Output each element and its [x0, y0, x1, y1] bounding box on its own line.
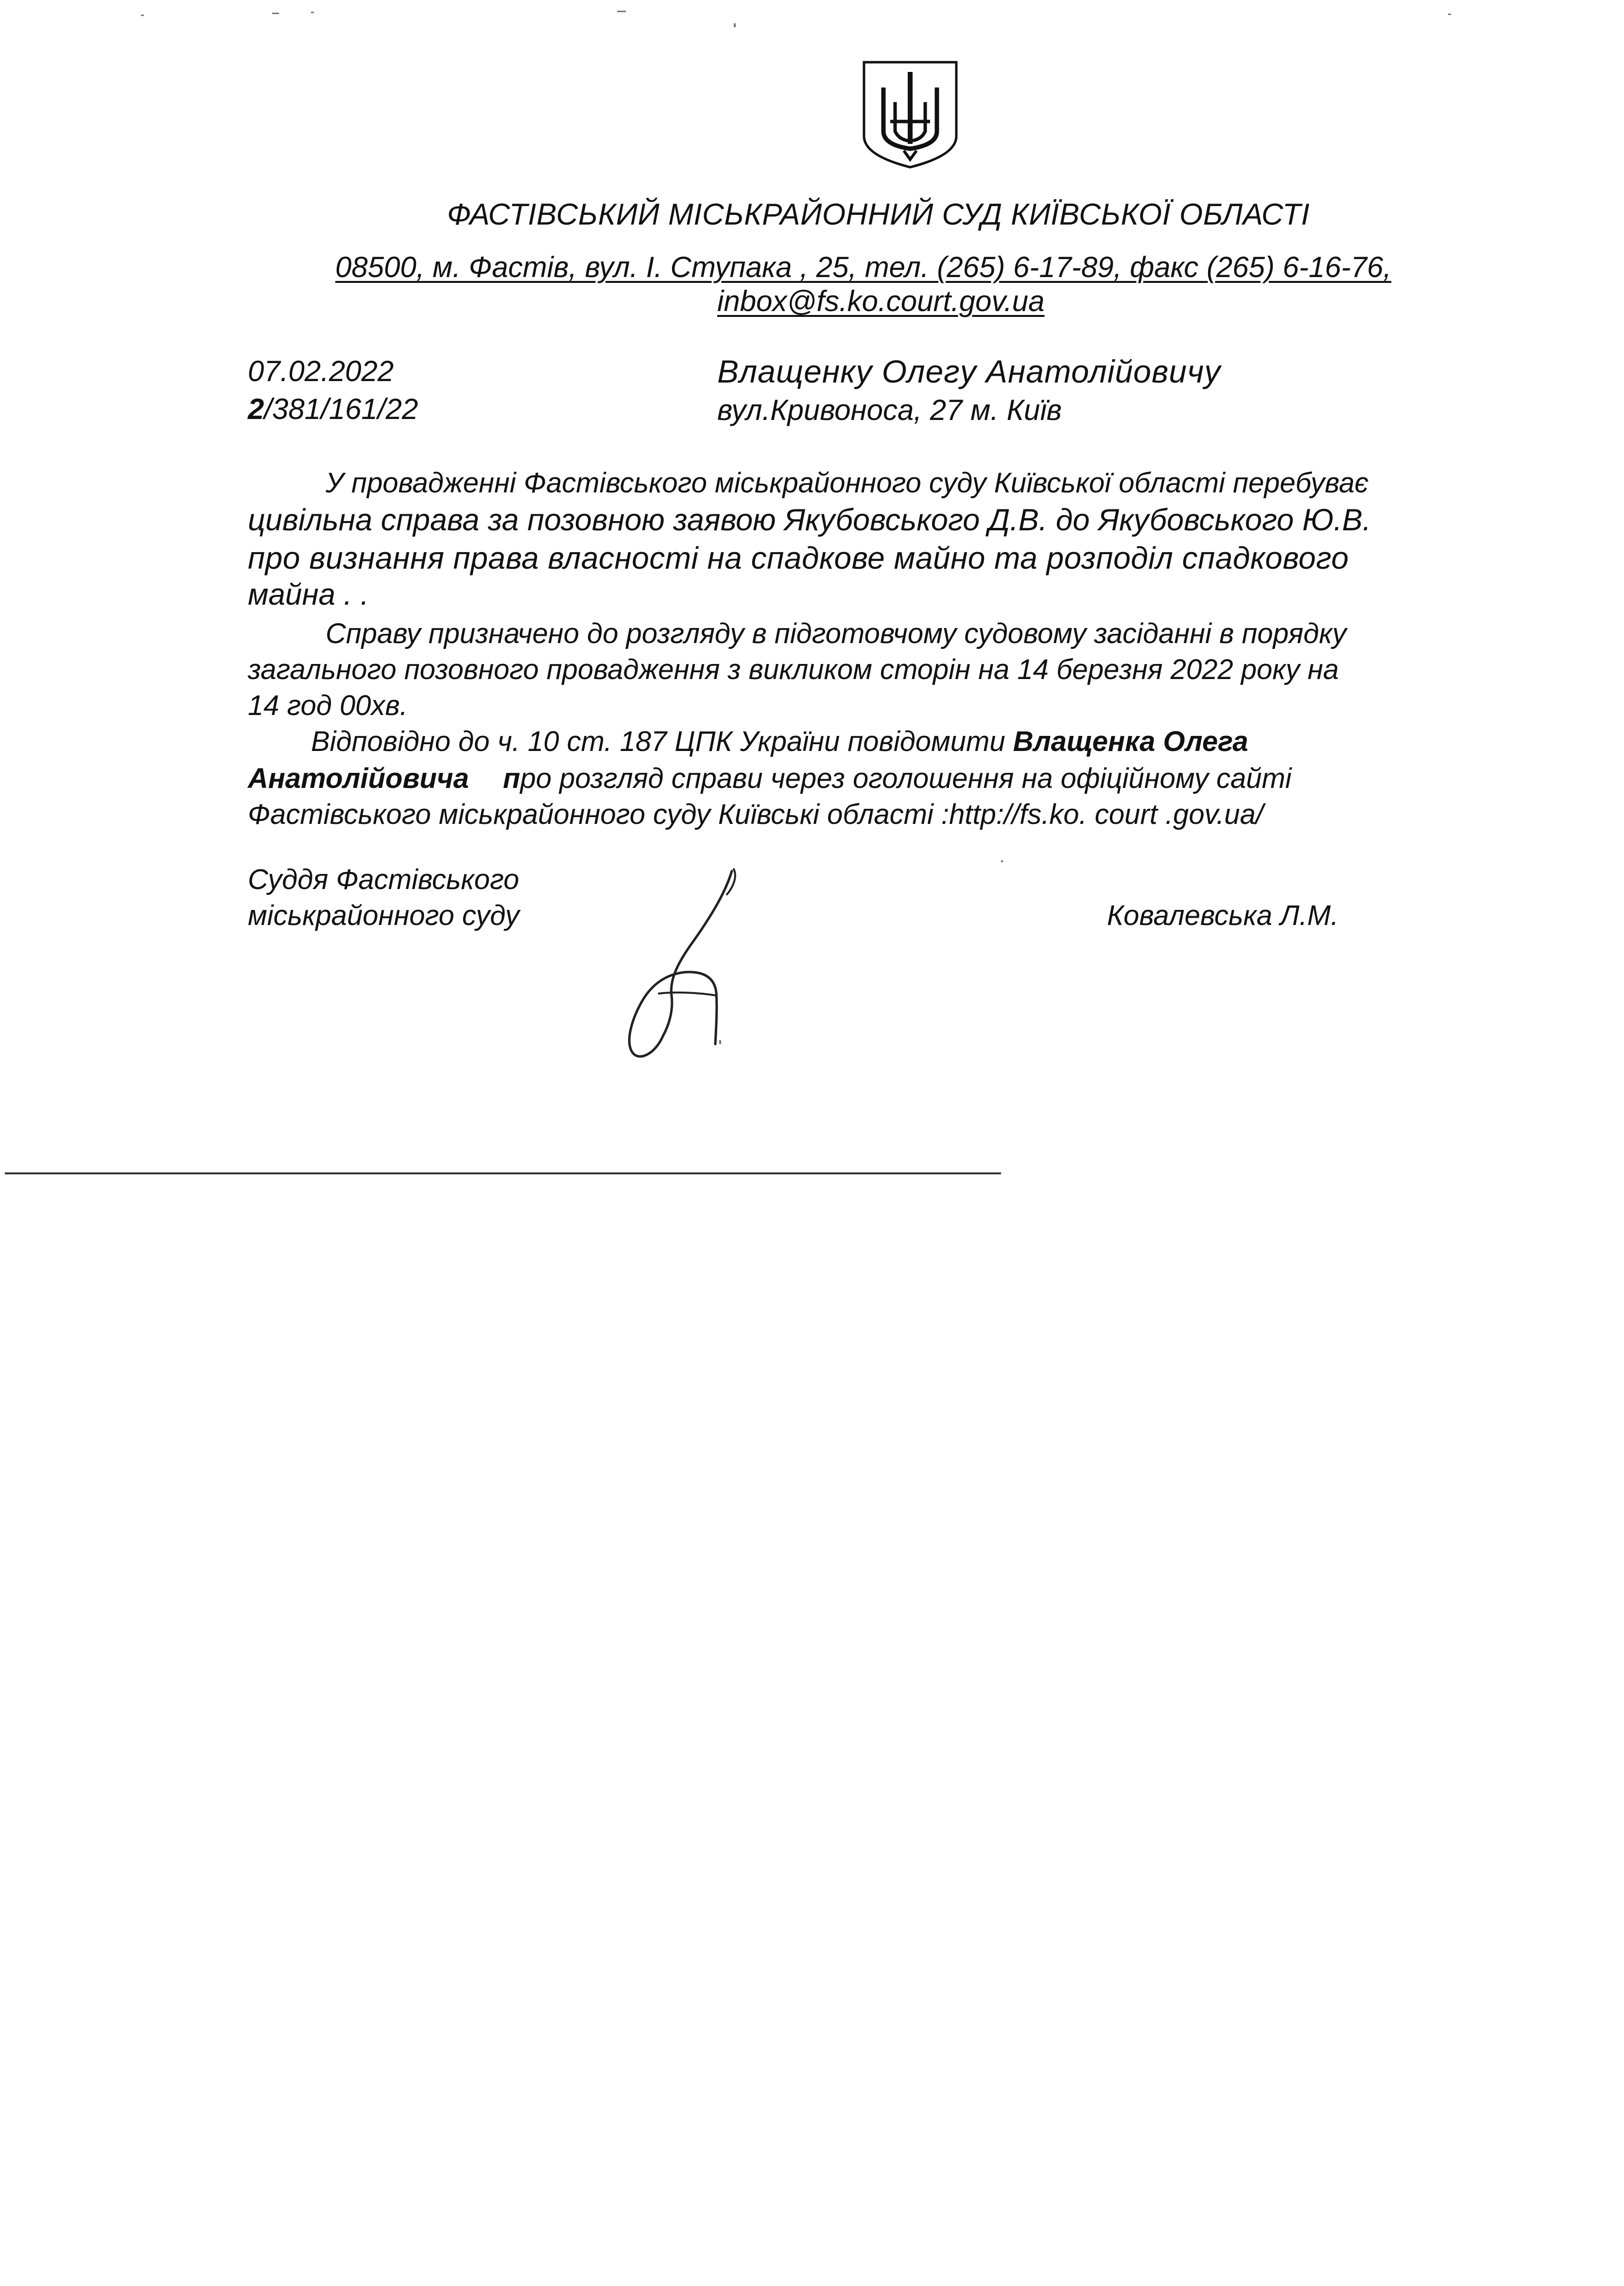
body-p3-name-bold: Влащенка Олега: [1013, 726, 1248, 757]
body-p3-line3: Фастівського міськрайонного суду Київські області :http://fs.ko. court .gov.ua/: [248, 799, 1264, 830]
body-p2-line3: 14 год 00хв.: [248, 690, 408, 721]
body-p1-line2: цивільна справа за позовною заявою Якубовського Д.В. до Якубовського Ю.В.: [248, 503, 1371, 537]
reference-number-bold: 2: [248, 393, 264, 425]
court-email[interactable]: inbox@fs.ko.court.gov.ua: [717, 285, 1045, 317]
bottom-divider: [5, 1172, 1001, 1174]
scan-speck: [1448, 14, 1451, 15]
judge-name: Ковалевська Л.М.: [1107, 900, 1339, 931]
body-p1-line1: У провадженні Фастівського міськрайонного суду Київської області перебуває: [326, 467, 1369, 499]
court-name: ФАСТІВСЬКИЙ МІСЬКРАЙОННИЙ СУД КИЇВСЬКОЇ ОБЛАСТІ: [447, 198, 1310, 231]
reference-number-rest: /381/161/22: [264, 393, 418, 425]
body-p3-text: Відповідно до ч. 10 ст. 187 ЦПК України повідомити: [311, 726, 1013, 757]
trident-icon: [860, 58, 960, 170]
judge-title-line2: міськрайонного суду: [248, 900, 519, 931]
reference-number: [248, 392, 418, 427]
scan-speck: [1001, 860, 1003, 862]
body-p3-bold-letter: п: [503, 763, 520, 794]
body-p1-line4: майна . .: [248, 578, 369, 611]
court-address: 08500, м. Фастів, вул. І. Ступака , 25, тел. (265) 6-17-89, факс (265) 6-16-76,: [335, 251, 1392, 283]
scan-speck: [272, 13, 279, 14]
body-p2-line2: загального позовного провадження з викликом сторін на 14 березня 2022 року на: [248, 654, 1339, 685]
recipient-name: Влащенку Олегу Анатолійовичу: [717, 353, 1221, 389]
body-p3-text-cont: ро розгляд справи через оголошення на офіційному сайті: [520, 763, 1292, 794]
body-p1-line3: про визнання права власності на спадкове майно та розподіл спадкового: [248, 541, 1349, 576]
recipient-address: вул.Кривоноса, 27 м. Київ: [717, 394, 1062, 426]
scan-speck: [734, 23, 736, 27]
judge-title-line1: Суддя Фастівського: [248, 864, 519, 895]
scan-speck: [141, 15, 144, 16]
scan-speck: [311, 12, 314, 13]
body-p3-line1: [311, 724, 1248, 759]
body-p3-line2: [248, 761, 1292, 796]
letter-date: 07.02.2022: [248, 355, 394, 387]
body-p3-patronymic-bold: Анатолійовича: [248, 763, 469, 794]
handwritten-signature: [612, 865, 748, 1069]
body-p2-line1: Справу призначено до розгляду в підготовчому судовому засіданні в порядку: [326, 618, 1347, 649]
scan-speck: [617, 11, 626, 12]
